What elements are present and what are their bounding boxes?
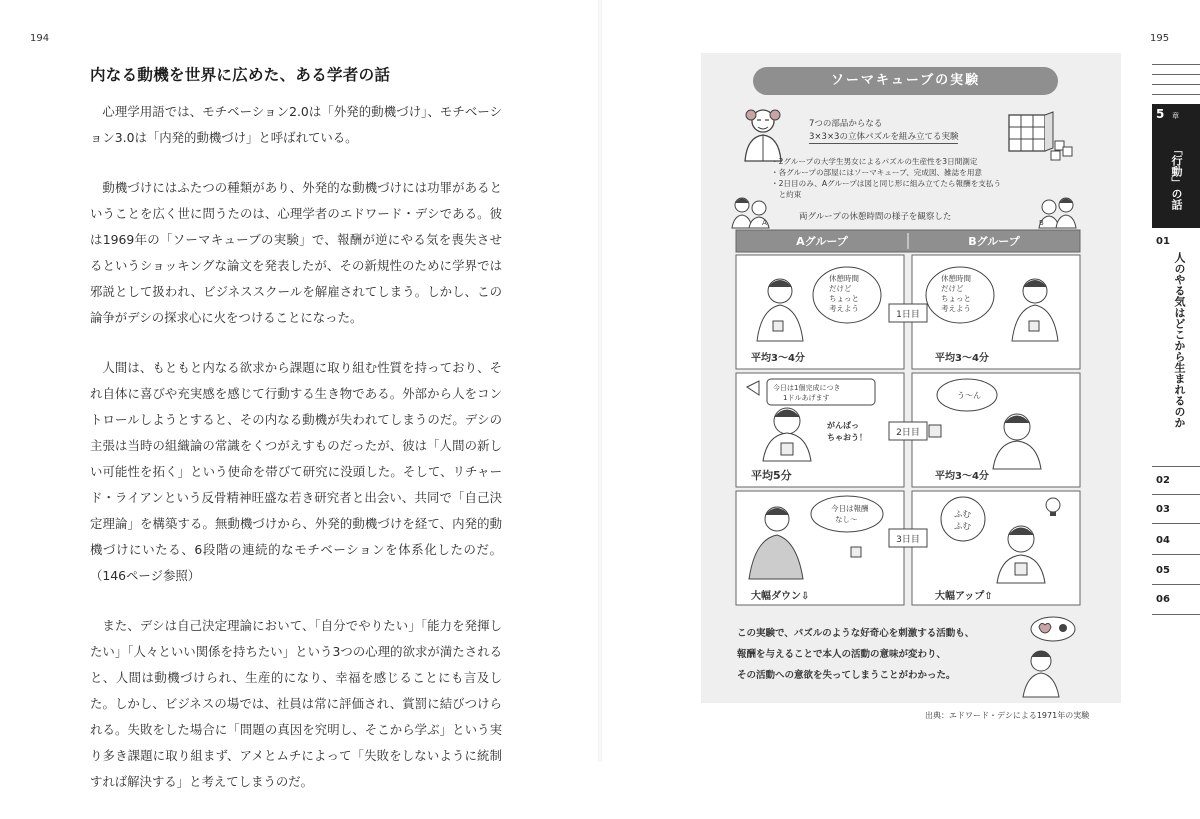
paragraph: 人間は、もともと内なる欲求から課題に取り組む性質を持っており、それ自体に喜びや充実感を感じて行動する生き物である。外部から人をコントロールしようとすると、その内なる動機が失われてしまうのだ。デシの主張は当時の組織論の常識をくつがえすものだったが、彼は「人間の新しい可能性を拓く」という使命を帯びて研究に没頭した。そして、リチャード・ライアンという反骨精神旺盛な若き研究者と出会い、共同で「自己決定理論」を構築する。無動機づけから、外発的動機づけを経て、内発的動機づけにいたる、6段階の連続的なモチベーションを体系化したのだ。（146ページ参照） xyxy=(90,360,502,583)
comic-panels xyxy=(735,229,1081,609)
index-divider xyxy=(1152,64,1200,65)
section-title-01: 人のやる気はどこから生まれるのか xyxy=(1173,252,1186,428)
index-divider xyxy=(1152,614,1200,615)
bubble-text: がんばっ xyxy=(827,421,859,430)
page-gutter xyxy=(598,0,602,762)
bubble-text: 1ドルあげます xyxy=(783,394,830,402)
section-number-02[interactable]: 02 xyxy=(1156,475,1170,486)
condition-item: ・各グループの部屋にはソーマキューブ、完成図、雑誌を用意 xyxy=(771,168,983,177)
page-number-right: 195 xyxy=(1150,33,1170,44)
conclusion xyxy=(737,623,1057,686)
bubble-text: だけど xyxy=(941,284,964,293)
day-1-label: 1日目 xyxy=(896,310,920,320)
bubble-text: 今日は1個完成につき xyxy=(773,384,841,392)
chapter-index-sidebar xyxy=(1152,0,1200,762)
result-d1-b: 平均3〜4分 xyxy=(935,353,989,364)
thinking-person-icon xyxy=(1019,615,1089,697)
source-citation: 出典：エドワード・デシによる1971年の実験 xyxy=(925,711,1090,720)
bubble-text: う〜ん xyxy=(957,391,981,400)
result-d2-b: 平均3〜4分 xyxy=(935,471,989,482)
group-a-letter: A xyxy=(762,219,767,227)
paragraph: また、デシは自己決定理論において、「自分でやりたい」「能力を発揮したい」「人々といい関係を持ちたい」という3つの心理的欲求が満たされると、人間は動機づけられ、生産的になり、幸福を感じることにも言及した。しかし、ビジネスの場では、社員は常に評価され、賞罰に結びつけられる。失敗をした場合に「問題の真因を究明し、そこから学ぶ」という実り多き課題に取り組まず、アメとムチによって「失敗をしないように統制すれば解決する」と考えてしまうのだ。 xyxy=(90,618,502,789)
section-number-03[interactable]: 03 xyxy=(1156,504,1170,515)
bubble-text: 休憩時間 xyxy=(829,274,859,283)
result-d1-a: 平均3〜4分 xyxy=(751,353,805,364)
day-3-label: 3日目 xyxy=(896,535,920,545)
chapter-number: 5 xyxy=(1156,107,1165,121)
index-divider xyxy=(1152,84,1200,85)
group-b-people-icon xyxy=(1034,193,1080,229)
conclusion-line: その活動への意欲を失ってしまうことがわかった。 xyxy=(737,670,956,681)
group-a-header: Aグループ xyxy=(796,235,848,248)
index-divider xyxy=(1152,584,1200,585)
bubble-text: ふむ xyxy=(954,510,972,520)
chapter-title: 「行動」の話 xyxy=(1170,144,1183,210)
intro-line-2: 3×3×3の立体パズルを組み立てる実験 xyxy=(809,132,959,142)
section-number-05[interactable]: 05 xyxy=(1156,565,1170,576)
chapter-label: 章 xyxy=(1172,112,1179,120)
result-d2-a: 平均5分 xyxy=(751,469,792,482)
paragraph: 心理学用語では、モチベーション2.0は「外発的動機づけ」、モチベーション3.0は「内発的動機づけ」と呼ばれている。 xyxy=(90,104,502,145)
article-title: 内なる動機を世界に広めた、ある学者の話 xyxy=(90,66,391,84)
bubble-text: なし〜 xyxy=(835,515,858,524)
section-number-06[interactable]: 06 xyxy=(1156,594,1170,605)
group-b-header: Bグループ xyxy=(968,235,1020,248)
index-divider xyxy=(1152,554,1200,555)
paragraph: 動機づけにはふたつの種類があり、外発的な動機づけには功罪があるということを広く世に問うたのは、心理学者のエドワード・デシである。彼は1969年の「ソーマキューブの実験」で、報酬が逆にやる気を喪失させるというショッキングな論文を発表したが、その新規性のために学界では邪説として扱われ、ビジネススクールを解雇されてしまう。しかし、この論争がデシの探求心に火をつけることになった。 xyxy=(90,180,502,325)
intro-line-1: 7つの部品からなる xyxy=(809,119,883,129)
bubble-text: 休憩時間 xyxy=(941,274,971,283)
section-number-01[interactable]: 01 xyxy=(1156,236,1170,247)
index-divider xyxy=(1152,94,1200,95)
result-d3-b: 大幅アップ⇧ xyxy=(935,591,993,602)
conclusion-line: 報酬を与えることで本人の活動の意味が変わり、 xyxy=(737,649,947,660)
chapter-tab[interactable] xyxy=(1152,104,1200,228)
experiment-conditions xyxy=(771,156,1061,200)
index-divider xyxy=(1152,494,1200,495)
cube-icon xyxy=(851,547,861,557)
bubble-text: ふむ xyxy=(954,522,972,532)
bubble-text: 今日は報酬 xyxy=(831,504,869,513)
bubble-text: ちょっと xyxy=(829,294,859,303)
condition-item: ・2グループの大学生男女によるパズルの生産性を3日間測定 xyxy=(771,157,978,166)
section-number-04[interactable]: 04 xyxy=(1156,535,1170,546)
conclusion-line: この実験で、パズルのような好奇心を刺激する活動も、 xyxy=(737,628,975,639)
illustration-banner: ソーマキューブの実験 xyxy=(753,67,1058,95)
index-divider xyxy=(1152,466,1200,467)
article-body xyxy=(90,99,502,819)
bubble-text: 考えよう xyxy=(941,304,971,313)
page-number-left: 194 xyxy=(30,33,50,44)
bubble-text: だけど xyxy=(829,284,852,293)
condition-item: ・2日目のみ、Aグループは図と同じ形に組み立てたら報酬を支払う xyxy=(771,179,1002,188)
cube-icon xyxy=(929,425,941,437)
bubble-text: 考えよう xyxy=(829,304,859,313)
experiment-illustration xyxy=(701,53,1121,703)
index-divider xyxy=(1152,74,1200,75)
bubble-text: ちょっと xyxy=(941,294,971,303)
day-2-label: 2日目 xyxy=(896,428,920,438)
bubble-text: ちゃおう！ xyxy=(827,433,867,442)
group-a-people-icon xyxy=(729,193,775,229)
group-b-letter: B xyxy=(1039,219,1044,227)
result-d3-a: 大幅ダウン⇩ xyxy=(751,591,810,602)
scientist-icon xyxy=(735,103,791,163)
observation-note: 両グループの休憩時間の様子を観察した xyxy=(799,212,952,222)
condition-item: と約束 xyxy=(771,190,802,199)
index-divider xyxy=(1152,523,1200,524)
